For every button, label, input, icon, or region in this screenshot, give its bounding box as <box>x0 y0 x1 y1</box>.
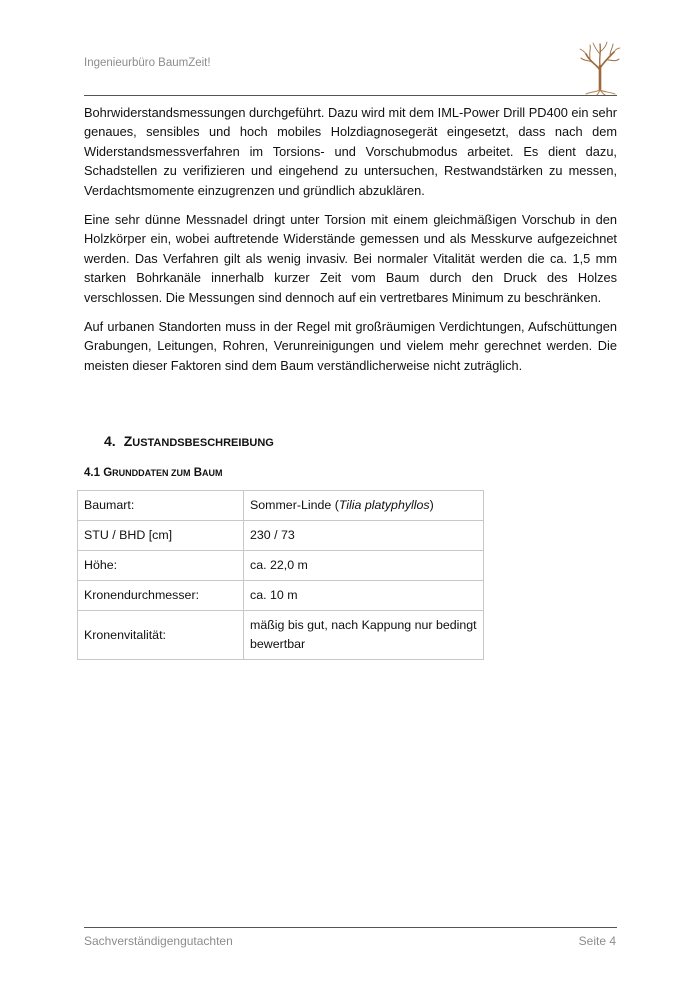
body-text <box>84 103 617 385</box>
table-value: 230 / 73 <box>244 521 484 551</box>
subsection-initial: B <box>193 467 202 479</box>
footer-divider <box>84 927 617 928</box>
table-value: mäßig bis gut, nach Kappung nur bedingt bewertbar <box>244 611 484 660</box>
species-latin-name: Tilia platyphyllos <box>338 498 430 512</box>
table-label: Baumart: <box>78 491 244 521</box>
table-row <box>78 551 484 581</box>
table-value: ca. 22,0 m <box>244 551 484 581</box>
paragraph: Auf urbanen Standorten muss in der Regel mit großräumigen Verdichtungen, Aufschüttungen Grabungen, Leitungen, Rohren, Verunreinigungen und vielem mehr gerechnet werden. Die meisten dieser Faktoren sind dem Baum verständlicherweise nicht zuträglich. <box>84 319 617 373</box>
table-row <box>78 581 484 611</box>
subsection-number: 4.1 <box>84 467 100 479</box>
table-label: Höhe: <box>78 551 244 581</box>
paragraph: Eine sehr dünne Messnadel dringt unter Torsion mit einem gleichmäßigen Vorschub in den Holzkörper ein, wobei auftretende Widerstände gemessen und als Messkurve aufgezeichnet werden. Das Verfahren gilt als wenig invasiv. Bei normaler Vitalität werden die ca. 1,5 mm starken Bohrkanäle innerhalb kurzer Zeit vom Baum durch den Druck des Holzes verschlossen. Die Messungen sind dennoch auf ein vertretbares Minimum zu beschränken. <box>84 212 617 305</box>
table-label: STU / BHD [cm] <box>78 521 244 551</box>
table-row <box>78 611 484 660</box>
section-title-initial: Z <box>123 433 133 449</box>
table-label: Kronenvitalität: <box>78 611 244 660</box>
subsection-rest: AUM <box>202 468 223 478</box>
table-row <box>78 491 484 521</box>
subsection-initial: G <box>103 467 113 479</box>
table-row <box>78 521 484 551</box>
paragraph: Bohrwiderstandsmessungen durchgeführt. Dazu wird mit dem IML-Power Drill PD400 ein sehr genaues, sensibles und hoch mobiles Holzdiagnosegerät eingesetzt, dass nach dem Widerstandsmessverfahren im Torsions- und Vorschubmodus arbeitet. Es dient dazu, Schadstellen zu verifizieren und eingehend zu untersuchen, Restwandstärken zu messen, Verdachtsmomente einzugrenzen und gründlich abzuklären. <box>84 105 617 198</box>
header-brand: Ingenieurbüro BaumZeit! <box>84 57 211 69</box>
subsection-heading <box>84 467 223 479</box>
footer-document-type: Sachverständigengutachten <box>84 934 233 948</box>
table-label: Kronendurchmesser: <box>78 581 244 611</box>
tree-data-table <box>77 490 484 660</box>
value-text: Sommer-Linde ( <box>250 498 339 512</box>
section-heading <box>104 433 274 449</box>
table-value: ca. 10 m <box>244 581 484 611</box>
subsection-rest: RUNDDATEN ZUM <box>112 468 191 478</box>
footer-page-number: Seite 4 <box>578 934 616 948</box>
section-number: 4. <box>104 433 116 449</box>
section-title-rest: USTANDSBESCHREIBUNG <box>132 437 274 449</box>
value-text: ) <box>429 498 434 512</box>
tree-logo-icon <box>578 40 622 96</box>
header-divider <box>84 95 617 96</box>
table-value <box>244 491 484 521</box>
